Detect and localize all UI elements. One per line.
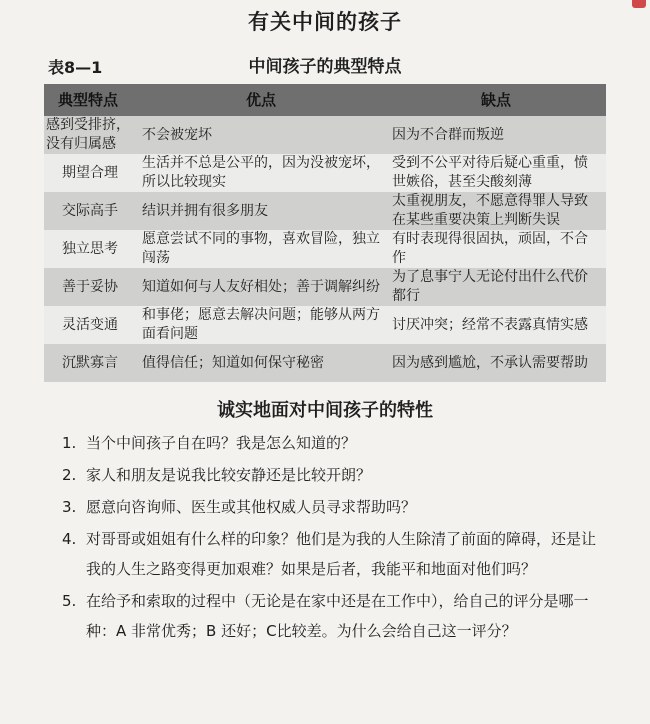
page-title: 有关中间的孩子 — [248, 10, 402, 34]
trait-cell: 期望合理 — [44, 154, 136, 192]
question-text: 在给予和索取的过程中（无论是在家中还是在工作中），给自己的评分是哪一种：A 非常优秀；B 还好；C比较差。为什么会给自己这一评分？ — [86, 592, 589, 640]
header-cons: 缺点 — [386, 84, 606, 116]
question-list — [62, 428, 608, 648]
table-row — [44, 306, 606, 344]
trait-cell: 交际高手 — [44, 192, 136, 230]
trait-cell: 独立思考 — [44, 230, 136, 268]
trait-cell: 感到受排挤，没有归属感 — [44, 116, 136, 154]
question-text: 对哥哥或姐姐有什么样的印象？他们是为我的人生除清了前面的障碍，还是让我的人生之路变得更加艰难？如果是后者，我能平和地面对他们吗？ — [86, 530, 597, 578]
cons-cell: 有时表现得很固执，顽固，不合作 — [386, 230, 606, 268]
cons-cell: 为了息事宁人无论付出什么代价都行 — [386, 268, 606, 306]
pros-cell: 不会被宠坏 — [136, 116, 386, 154]
question-number: 3. — [62, 498, 77, 516]
trait-cell: 灵活变通 — [44, 306, 136, 344]
table-row — [44, 192, 606, 230]
question-text: 当个中间孩子自在吗？我是怎么知道的？ — [86, 434, 357, 452]
question-number: 5. — [62, 592, 77, 610]
table-row — [44, 344, 606, 382]
traits-table — [44, 84, 606, 382]
header-pros: 优点 — [136, 84, 386, 116]
cons-cell: 受到不公平对待后疑心重重，愤世嫉俗，甚至尖酸刻薄 — [386, 154, 606, 192]
table-row — [44, 154, 606, 192]
question-number: 4. — [62, 530, 77, 548]
pros-cell: 结识并拥有很多朋友 — [136, 192, 386, 230]
trait-cell: 善于妥协 — [44, 268, 136, 306]
pros-cell: 和事佬；愿意去解决问题；能够从两方面看问题 — [136, 306, 386, 344]
cons-cell: 太重视朋友，不愿意得罪人导致在某些重要决策上判断失误 — [386, 192, 606, 230]
cons-cell: 讨厌冲突；经常不表露真情实感 — [386, 306, 606, 344]
pros-cell: 愿意尝试不同的事物，喜欢冒险，独立闯荡 — [136, 230, 386, 268]
list-item — [62, 460, 608, 490]
question-number: 2. — [62, 466, 77, 484]
table-number: 表8—1 — [48, 58, 103, 77]
list-item — [62, 492, 608, 522]
question-text: 家人和朋友是说我比较安静还是比较开朗？ — [86, 466, 372, 484]
list-item — [62, 428, 608, 458]
pros-cell: 值得信任；知道如何保守秘密 — [136, 344, 386, 382]
pros-cell: 生活并不总是公平的，因为没被宠坏，所以比较现实 — [136, 154, 386, 192]
list-item — [62, 524, 608, 584]
trait-cell: 沉默寡言 — [44, 344, 136, 382]
header-trait: 典型特点 — [44, 84, 136, 116]
pros-cell: 知道如何与人友好相处；善于调解纠纷 — [136, 268, 386, 306]
question-text: 愿意向咨询师、医生或其他权威人员寻求帮助吗？ — [86, 498, 417, 516]
table-header-row — [44, 84, 606, 116]
question-number: 1. — [62, 434, 77, 452]
section-title: 诚实地面对中间孩子的特性 — [217, 400, 433, 421]
cons-cell: 因为感到尴尬，不承认需要帮助 — [386, 344, 606, 382]
table-row — [44, 230, 606, 268]
cons-cell: 因为不合群而叛逆 — [386, 116, 606, 154]
table-title: 中间孩子的典型特点 — [248, 57, 402, 77]
table-row — [44, 116, 606, 154]
list-item — [62, 586, 608, 646]
table-row — [44, 268, 606, 306]
